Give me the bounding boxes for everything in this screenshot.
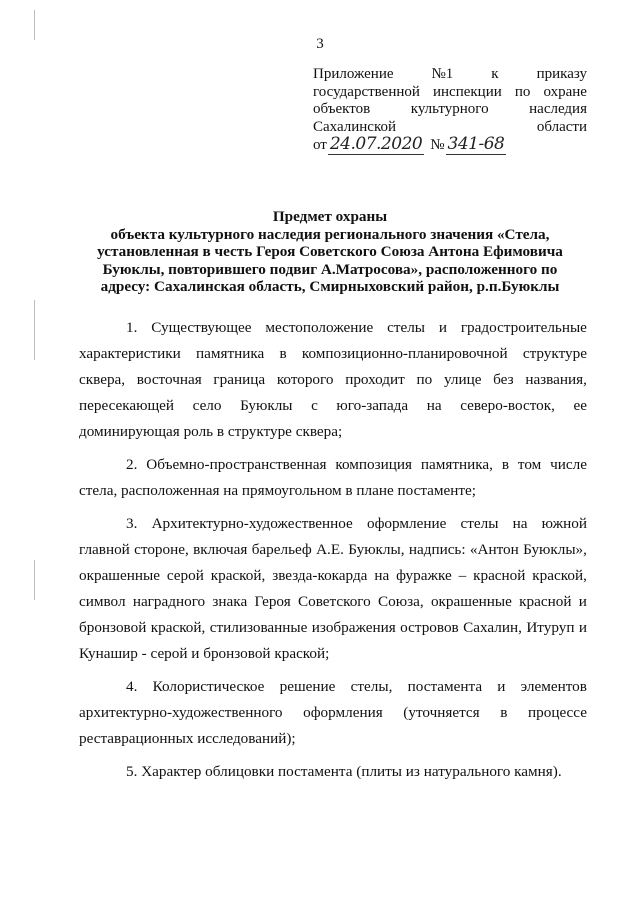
appendix-line-2: государственной инспекции по охране <box>313 83 587 100</box>
protection-item-1 <box>79 315 587 445</box>
protection-item-3 <box>79 511 587 667</box>
date-prefix: от <box>313 137 327 153</box>
item-spacer <box>79 752 587 759</box>
text-line: главной стороне, включая барельеф А.Е. Буюклы, надпись: «Антон Буюклы», <box>79 541 587 558</box>
text-line-last: стела, расположенная на прямоугольном в плане постаменте; <box>79 482 476 499</box>
title-heading: Предмет охраны <box>272 208 388 225</box>
page-number: 3 <box>316 36 324 52</box>
text-line: архитектурно-художественного оформления (уточняется в процессе <box>79 704 587 721</box>
text-line-last: 5. Характер облицовки постамента (плиты из натурального камня). <box>126 763 562 780</box>
document-title <box>90 208 570 296</box>
appendix-date-line <box>313 136 587 155</box>
text-line: сквера, восточная граница которого проходит по улице без названия, <box>79 371 587 388</box>
appendix-line-4: Сахалинской области <box>313 118 587 135</box>
text-line: 2. Объемно-пространственная композиция памятника, в том числе <box>126 456 587 473</box>
text-line: пересекающей село Буюклы с юго-запада на северо-восток, ее <box>79 397 587 414</box>
item-spacer <box>79 667 587 674</box>
scan-edge-mark-middle <box>34 300 35 360</box>
protection-item-5 <box>79 759 587 785</box>
handwritten-date: 24.07.2020 <box>329 134 423 154</box>
scan-edge-mark-bottom <box>34 560 35 600</box>
appendix-line-1: Приложение №1 к приказу <box>313 66 587 82</box>
appendix-header <box>313 66 587 155</box>
title-line: адресу: Сахалинская область, Смирныховский район, р.п.Буюклы <box>100 278 560 296</box>
item-spacer <box>79 504 587 511</box>
title-line: Буюклы, повторившего подвиг А.Матросова», расположенного по <box>102 260 558 278</box>
text-line: 3. Архитектурно-художественное оформление стелы на южной <box>126 515 587 532</box>
title-line: установленная в честь Героя Советского Союза Антона Ефимовича <box>97 243 563 261</box>
protection-item-4 <box>79 674 587 752</box>
text-line: 4. Колористическое решение стелы, постамента и элементов <box>126 678 587 695</box>
text-line-last: Кунашир - серой и бронзовой краской; <box>79 645 330 662</box>
text-line: символ наградного знака Героя Советского Союза, окрашенные красной и <box>79 593 587 610</box>
handwritten-order-number: 341-68 <box>447 134 505 154</box>
text-line: 1. Существующее местоположение стелы и градостроительные <box>126 319 587 336</box>
protection-items-list <box>79 315 587 785</box>
title-line: объекта культурного наследия регионального значения «Стела, <box>110 225 550 243</box>
text-line: бронзовой краской, стилизованные изображения островов Сахалин, Итуруп и <box>79 619 587 636</box>
number-prefix: № <box>430 137 445 153</box>
text-line: характеристики памятника в композиционно-планировочной структуре <box>79 345 587 362</box>
text-line-last: доминирующая роль в структуре сквера; <box>79 423 343 440</box>
text-line: окрашенные серой краской, звезда-кокарда на фуражке – красной краской, <box>79 567 587 584</box>
appendix-line-3: объектов культурного наследия <box>313 101 587 117</box>
protection-item-2 <box>79 452 587 504</box>
text-line-last: реставрационных исследований); <box>79 730 296 747</box>
item-spacer <box>79 445 587 452</box>
